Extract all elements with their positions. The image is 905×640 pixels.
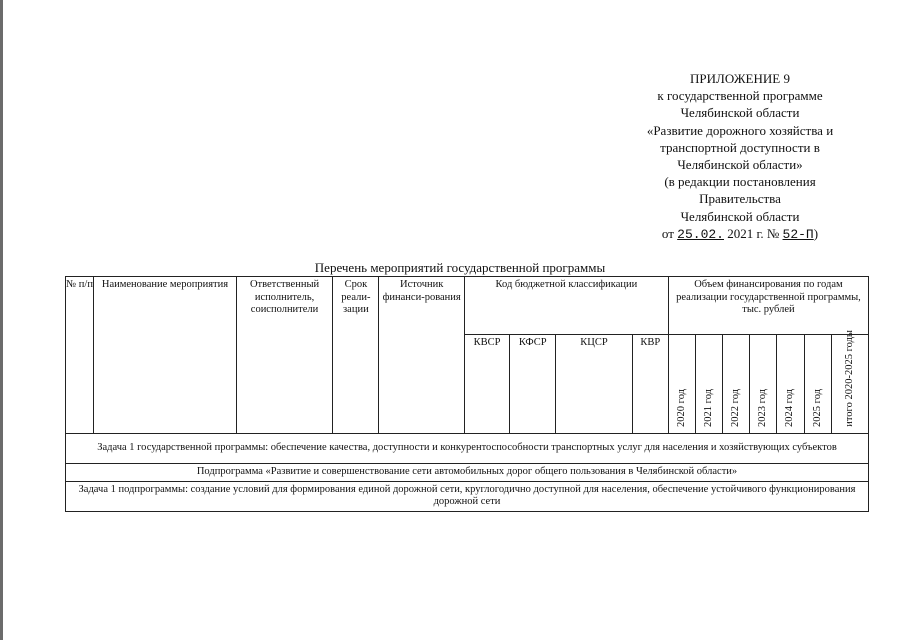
header-year-2022 [723,335,750,434]
header-year-2023 [750,335,777,434]
header-budget-code: Код бюджетной классификации [464,277,668,335]
date-value: 25.02. [677,226,724,242]
header-year-2024 [777,335,804,434]
appendix-line: к государственной программе [657,88,823,104]
task-row: Задача 1 государственной программы: обеспечение качества, доступности и конкурентоспособности транспортных услуг для населения и хозяйствующих субъектов [66,433,869,463]
year-text: 2021 г. № [727,225,780,241]
header-year-2025 [804,335,831,434]
year-label: 2023 год [757,389,769,427]
year-label: итого 2020-2025 годы [843,330,855,427]
document-title: Перечень мероприятий государственной программы [314,260,606,275]
header-source: Источник финанси-рования [379,277,464,434]
subtask-row: Задача 1 подпрограммы: создание условий для формирования единой дорожной сети, круглогодично доступной для населения, обеспечение устойчивого функционирования дорожной сети [66,481,869,511]
number-value: 52-П [782,226,814,242]
header-kvsr: КВСР [464,335,509,434]
year-label: 2025 год [811,389,823,427]
measures-table [65,276,869,512]
appendix-line: «Развитие дорожного хозяйства и [646,122,834,138]
header-kfsr: КФСР [510,335,556,434]
appendix-line: ПРИЛОЖЕНИЕ 9 [690,71,790,86]
appendix-line: Челябинской области» [677,157,803,173]
close-paren: ) [813,225,819,241]
header-name: Наименование мероприятия [94,277,237,434]
header-executor: Ответственный исполнитель, соисполнители [236,277,332,434]
year-label: 2022 год [730,389,742,427]
appendix-line: Правительства [699,191,781,207]
date-prefix: от [661,225,674,241]
year-label: 2020 год [675,389,687,427]
year-label: 2021 год [703,389,715,427]
appendix-block [590,70,890,243]
header-funding: Объем финансирования по годам реализации государственной программы, тыс. рублей [668,277,868,335]
subprogram-row: Подпрограмма «Развитие и совершенствование сети автомобильных дорог общего пользования в Челябинской области» [66,464,869,482]
page-left-edge [0,0,3,640]
header-term: Срок реали-зации [333,277,379,434]
year-label: 2024 год [784,389,796,427]
appendix-date-line [590,225,890,243]
header-kvr: КВР [632,335,668,434]
header-year-total [831,330,868,434]
header-num: № п/п [66,277,94,434]
appendix-line: транспортной доступности в [660,139,820,155]
appendix-line: Челябинской области [680,105,800,121]
header-kcsr: КЦСР [556,335,632,434]
appendix-line: Челябинской области [680,208,800,224]
header-year-2021 [696,335,723,434]
header-year-2020 [668,335,695,434]
appendix-line: (в редакции постановления [664,174,816,190]
